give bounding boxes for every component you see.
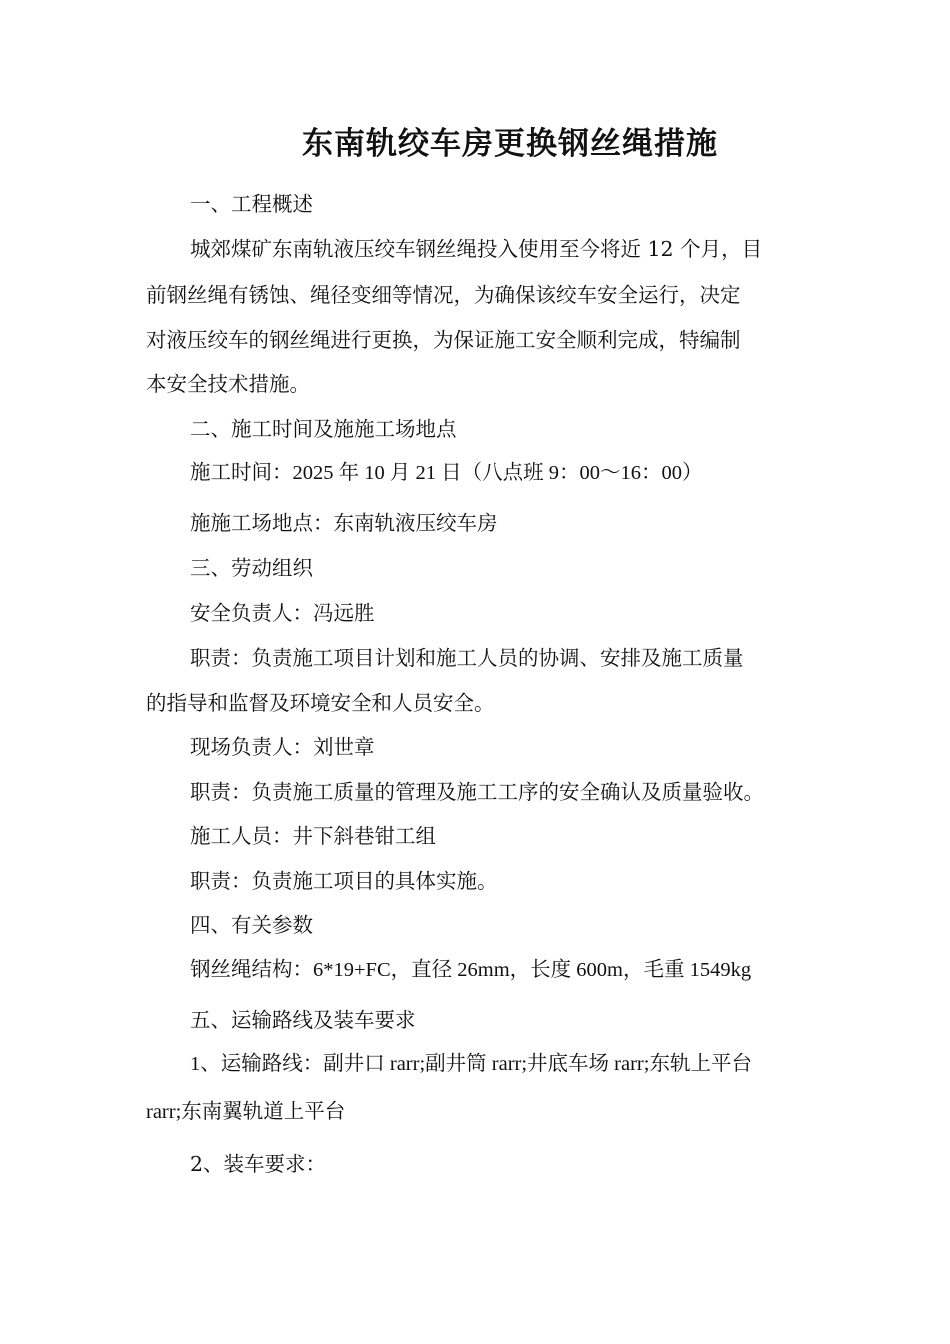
paragraph-line: 对液压绞车的钢丝绳进行更换，为保证施工安全顺利完成，特编制 [146,328,741,352]
section-heading-overview: 一、工程概述 [190,192,313,216]
site-manager: 现场负责人：刘世章 [190,735,375,759]
section-heading-parameters: 四、有关参数 [190,913,313,937]
safety-manager: 安全负责人：冯远胜 [190,601,375,625]
section-heading-labor: 三、劳动组织 [190,556,313,580]
paragraph-line: 职责：负责施工质量的管理及施工工序的安全确认及质量验收。 [190,780,764,804]
construction-staff: 施工人员：井下斜巷钳工组 [190,824,436,848]
document-title: 东南轨绞车房更换钢丝绳措施 [302,126,718,162]
construction-location: 施施工场地点：东南轨液压绞车房 [190,511,498,535]
paragraph-line: 前钢丝绳有锈蚀、绳径变细等情况，为确保该绞车安全运行，决定 [146,283,741,307]
section-heading-transport: 五、运输路线及装车要求 [190,1008,416,1032]
paragraph-line: 职责：负责施工项目计划和施工人员的协调、安排及施工质量 [190,646,744,670]
section-heading-time-location: 二、施工时间及施施工场地点 [190,417,457,441]
loading-requirements: 2、装车要求： [190,1152,327,1176]
paragraph-line: 职责：负责施工项目的具体实施。 [190,869,498,893]
transport-route: 1、运输路线：副井口 rarr;副井筒 rarr;井底车场 rarr;东轨上平台 [190,1053,752,1075]
paragraph-line: 城郊煤矿东南轨液压绞车钢丝绳投入使用至今将近 12 个月，目 [190,237,763,261]
paragraph-line: 本安全技术措施。 [146,372,310,396]
transport-route-continued: rarr;东南翼轨道上平台 [146,1101,346,1123]
paragraph-line: 的指导和监督及环境安全和人员安全。 [146,691,495,715]
construction-time: 施工时间：2025 年 10 月 21 日（八点班 9：00～16：00） [190,462,703,484]
rope-parameters: 钢丝绳结构：6*19+FC，直径 26mm，长度 600m，毛重 1549kg [190,959,752,981]
